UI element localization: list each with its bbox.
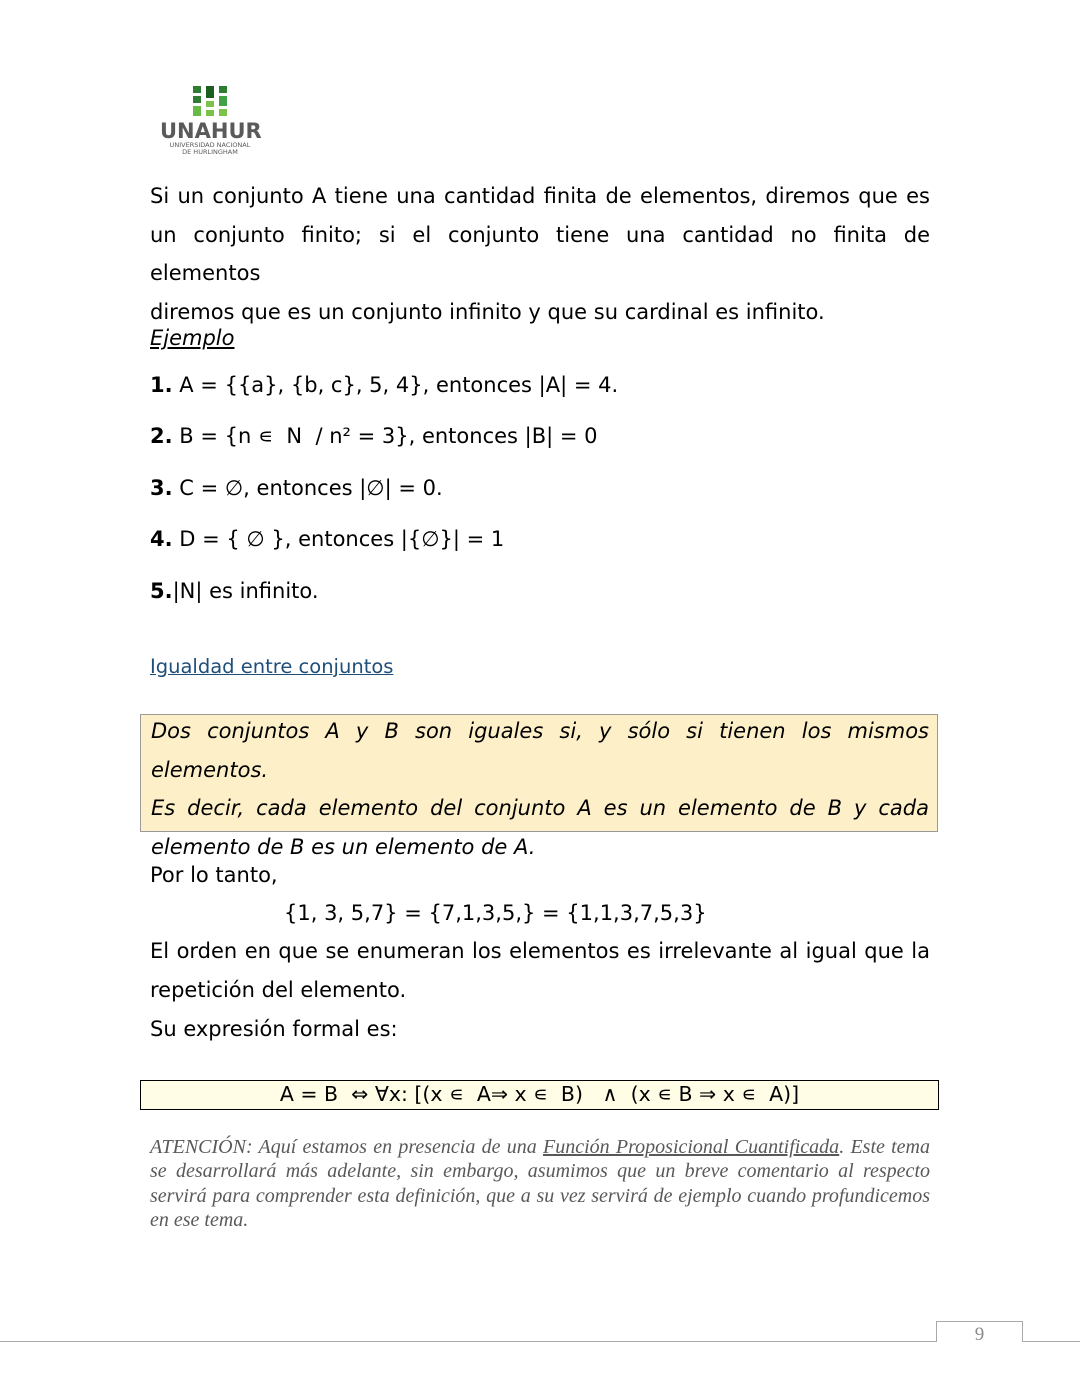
note-prefix: ATENCIÓN: Aquí estamos en presencia de una <box>150 1136 543 1158</box>
expresion-formal: Su expresión formal es: <box>150 1017 398 1041</box>
university-logo <box>160 86 260 156</box>
logo-name: UNAHUR <box>160 119 262 143</box>
example-item-2 <box>150 421 598 451</box>
unahur-logo-icon <box>193 86 227 116</box>
page-number: 9 <box>974 1324 985 1345</box>
example-item-1 <box>150 370 618 400</box>
example-text: C = ∅, entonces |∅| = 0. <box>172 476 443 500</box>
note-link[interactable]: Función Proposicional Cuantificada <box>543 1136 840 1158</box>
formula-text: A = B ⇔ ∀x: [(x ∊ A⇒ x ∊ B) ∧ (x ∊ B ⇒ x ∊ A)] <box>279 1082 800 1106</box>
formula-box <box>140 1080 939 1110</box>
orden-paragraph <box>150 932 930 1009</box>
example-text: |N| es infinito. <box>172 579 319 603</box>
example-item-5 <box>150 576 319 606</box>
section-title-link[interactable]: Igualdad entre conjuntos <box>150 655 394 678</box>
note-suffix: . Este tema se desarrollará más adelante, sin embargo, asumimos que un breve comentario al respecto servirá para comprender esta definición, que a su vez servirá de ejemplo cuando profundicemos en ese tema. <box>150 1136 931 1231</box>
definition-text <box>151 712 929 866</box>
definition-line-1: Dos conjuntos A y B son iguales si, y sólo si tienen los mismos elementos. <box>151 719 929 782</box>
intro-paragraph <box>150 177 930 331</box>
orden-line-1: El orden en que se enumeran los elementos es irrelevante al igual que la <box>150 939 930 963</box>
logo-subtitle-2: DE HURLINGHAM <box>182 148 238 156</box>
example-number: 1. <box>150 373 173 397</box>
example-number: 3. <box>150 476 173 500</box>
example-number: 5. <box>150 579 173 603</box>
intro-line-1: Si un conjunto A tiene una cantidad finita de elementos, diremos que es <box>150 184 930 208</box>
footer-rule-left <box>0 1341 937 1342</box>
example-text: D = { ∅ }, entonces |{∅}| = 1 <box>172 527 505 551</box>
attention-note <box>150 1135 930 1232</box>
por-lo-tanto: Por lo tanto, <box>150 863 278 887</box>
example-number: 2. <box>150 424 173 448</box>
footer-rule-right <box>1022 1341 1080 1342</box>
example-text: B = {n ∊ N / n² = 3}, entonces |B| = 0 <box>172 424 598 448</box>
definition-box <box>140 714 938 859</box>
intro-line-2: un conjunto finito; si el conjunto tiene una cantidad no finita de elementos <box>150 222 930 286</box>
definition-line-3: elemento de B es un elemento de A. <box>151 834 536 859</box>
definition-line-2: Es decir, cada elemento del conjunto A es un elemento de B y cada <box>151 796 929 821</box>
example-heading: Ejemplo <box>150 326 235 350</box>
example-text: A = {{a}, {b, c}, 5, 4}, entonces |A| = 4. <box>172 373 619 397</box>
sets-equality: {1, 3, 5,7} = {7,1,3,5,} = {1,1,3,7,5,3} <box>284 901 707 925</box>
example-item-4 <box>150 524 504 554</box>
orden-line-2: repetición del elemento. <box>150 977 407 1002</box>
example-item-3 <box>150 473 443 503</box>
example-number: 4. <box>150 527 173 551</box>
logo-subtitle-1: UNIVERSIDAD NACIONAL <box>169 141 251 149</box>
intro-line-3: diremos que es un conjunto infinito y que su cardinal es infinito. <box>150 299 825 324</box>
